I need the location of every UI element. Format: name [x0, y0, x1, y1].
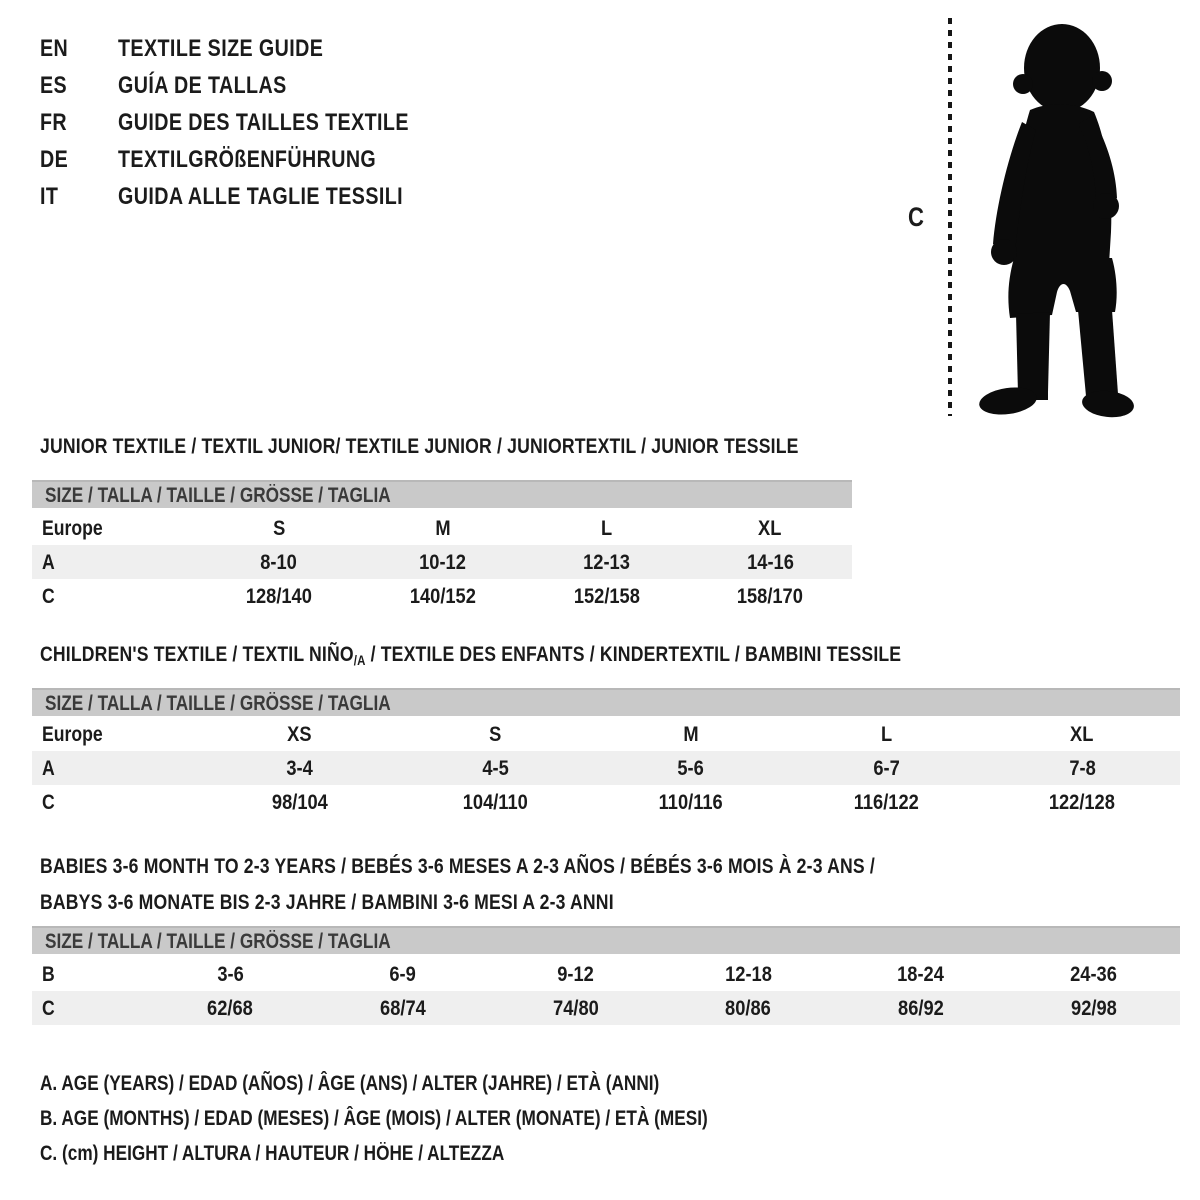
children-size-header-band — [32, 688, 1180, 716]
children-row-height — [32, 785, 1180, 819]
babies-months-label: B — [42, 961, 55, 986]
children-size-header-text: SIZE / TALLA / TAILLE / GRÖSSE / TAGLIA — [45, 692, 391, 715]
height-measure-figure — [880, 0, 1200, 430]
babies-section-title — [40, 848, 1058, 920]
junior-row-age — [32, 545, 852, 579]
babies-months-2: 6-9 — [389, 961, 417, 986]
children-section-title-text: CHILDREN'S TEXTILE / TEXTIL $NIÑO_{/A}$ / TEXTILE DES ENFANTS / KINDERTEXTIL / BAMBINI TESSILE — [40, 642, 902, 668]
babies-row-height — [32, 991, 1180, 1025]
junior-age-label: A — [42, 549, 55, 574]
language-row-en — [40, 30, 473, 67]
language-row-fr — [40, 104, 473, 141]
junior-size-l: L — [600, 515, 612, 540]
babies-height-3: 74/80 — [552, 995, 599, 1020]
babies-size-table — [32, 957, 1180, 1025]
language-title-fr: GUIDE DES TAILLES TEXTILE — [118, 108, 409, 136]
junior-europe-label: Europe — [42, 515, 103, 540]
babies-height-5: 86/92 — [898, 995, 944, 1020]
junior-size-header-band — [32, 480, 852, 508]
children-age-s: 4-5 — [482, 755, 509, 780]
children-size-table — [32, 717, 1180, 819]
children-age-m: 5-6 — [677, 755, 705, 780]
baby-silhouette-icon — [966, 12, 1146, 422]
babies-months-4: 12-18 — [724, 961, 772, 986]
children-height-s: 104/110 — [462, 789, 528, 814]
junior-size-m: M — [435, 515, 451, 540]
children-title-subscript: /A — [353, 652, 366, 668]
children-height-l: 116/122 — [854, 789, 920, 814]
children-size-s: S — [489, 721, 502, 746]
children-section-title — [40, 642, 1090, 668]
children-height-m: 110/116 — [658, 789, 724, 814]
junior-height-m: 140/152 — [409, 583, 476, 608]
language-title-list — [40, 30, 473, 215]
babies-row-months — [32, 957, 1180, 991]
junior-height-xl: 158/170 — [737, 583, 804, 608]
children-size-xl: XL — [1070, 721, 1094, 746]
language-code-de: DE — [40, 145, 69, 173]
babies-height-2: 68/74 — [380, 995, 426, 1020]
babies-months-3: 9-12 — [557, 961, 594, 986]
junior-age-s: 8-10 — [260, 549, 298, 574]
junior-age-m: 10-12 — [419, 549, 466, 574]
babies-height-4: 80/86 — [725, 995, 772, 1020]
language-code-es: ES — [40, 71, 68, 99]
children-row-age — [32, 751, 1180, 785]
height-measure-dashed-line — [948, 18, 952, 416]
junior-size-s: S — [272, 515, 285, 540]
language-code-en: EN — [40, 34, 69, 62]
language-title-es: GUÍA DE TALLAS — [118, 71, 287, 99]
junior-size-xl: XL — [758, 515, 782, 540]
junior-age-l: 12-13 — [583, 549, 630, 574]
language-title-en: TEXTILE SIZE GUIDE — [118, 34, 324, 62]
babies-size-header-text: SIZE / TALLA / TAILLE / GRÖSSE / TAGLIA — [45, 930, 391, 953]
junior-size-table — [32, 511, 852, 613]
children-age-xs: 3-4 — [286, 755, 313, 780]
children-age-label: A — [42, 755, 55, 780]
junior-row-europe — [32, 511, 852, 545]
babies-months-5: 18-24 — [897, 961, 945, 986]
babies-height-6: 92/98 — [1070, 995, 1117, 1020]
junior-age-xl: 14-16 — [746, 549, 794, 574]
legend-height-cm: C. (cm) HEIGHT / ALTURA / HAUTEUR / HÖHE / ALTEZZA — [40, 1142, 505, 1165]
junior-section-title — [40, 434, 965, 459]
legend-age-months: B. AGE (MONTHS) / EDAD (MESES) / ÂGE (MOIS) / ALTER (MONATE) / ETÀ (MESI) — [40, 1107, 708, 1130]
junior-height-s: 128/140 — [245, 583, 312, 608]
children-size-m: M — [683, 721, 699, 746]
language-row-de — [40, 141, 473, 178]
measure-legend — [40, 1066, 854, 1171]
babies-size-header-band — [32, 926, 1180, 954]
babies-height-1: 62/68 — [207, 995, 254, 1020]
children-height-xl: 122/128 — [1049, 789, 1116, 814]
junior-row-height — [32, 579, 852, 613]
junior-section-title-text: JUNIOR TEXTILE / TEXTIL JUNIOR/ TEXTILE JUNIOR / JUNIORTEXTIL / JUNIOR TESSILE — [40, 434, 799, 458]
children-europe-label: Europe — [42, 721, 103, 746]
babies-height-label: C — [42, 995, 55, 1020]
junior-height-l: 152/158 — [573, 583, 640, 608]
language-code-fr: FR — [40, 108, 68, 136]
legend-age-years: A. AGE (YEARS) / EDAD (AÑOS) / ÂGE (ANS) / ALTER (JAHRE) / ETÀ (ANNI) — [40, 1072, 660, 1095]
children-age-l: 6-7 — [873, 755, 900, 780]
children-height-label: C — [42, 789, 55, 814]
junior-size-header-text: SIZE / TALLA / TAILLE / GRÖSSE / TAGLIA — [45, 484, 391, 507]
junior-height-label: C — [42, 583, 55, 608]
children-height-xs: 98/104 — [271, 789, 328, 814]
children-age-xl: 7-8 — [1068, 755, 1096, 780]
children-size-xs: XS — [287, 721, 312, 746]
children-row-europe — [32, 717, 1180, 751]
language-code-it: IT — [40, 182, 59, 210]
babies-title-line1: BABIES 3-6 MONTH TO 2-3 YEARS / BEBÉS 3-6 MESES A 2-3 AÑOS / BÉBÉS 3-6 MOIS À 2-3 ANS / — [40, 854, 875, 878]
language-row-es — [40, 67, 473, 104]
language-title-it: GUIDA ALLE TAGLIE TESSILI — [118, 182, 404, 210]
language-row-it — [40, 178, 473, 215]
babies-months-6: 24-36 — [1070, 961, 1118, 986]
babies-months-1: 3-6 — [217, 961, 244, 986]
babies-title-line2: BABYS 3-6 MONATE BIS 2-3 JAHRE / BAMBINI 3-6 MESI A 2-3 ANNI — [40, 890, 614, 914]
children-size-l: L — [880, 721, 893, 746]
height-measure-label: C — [908, 202, 924, 232]
language-title-de: TEXTILGRÖßENFÜHRUNG — [118, 145, 377, 173]
